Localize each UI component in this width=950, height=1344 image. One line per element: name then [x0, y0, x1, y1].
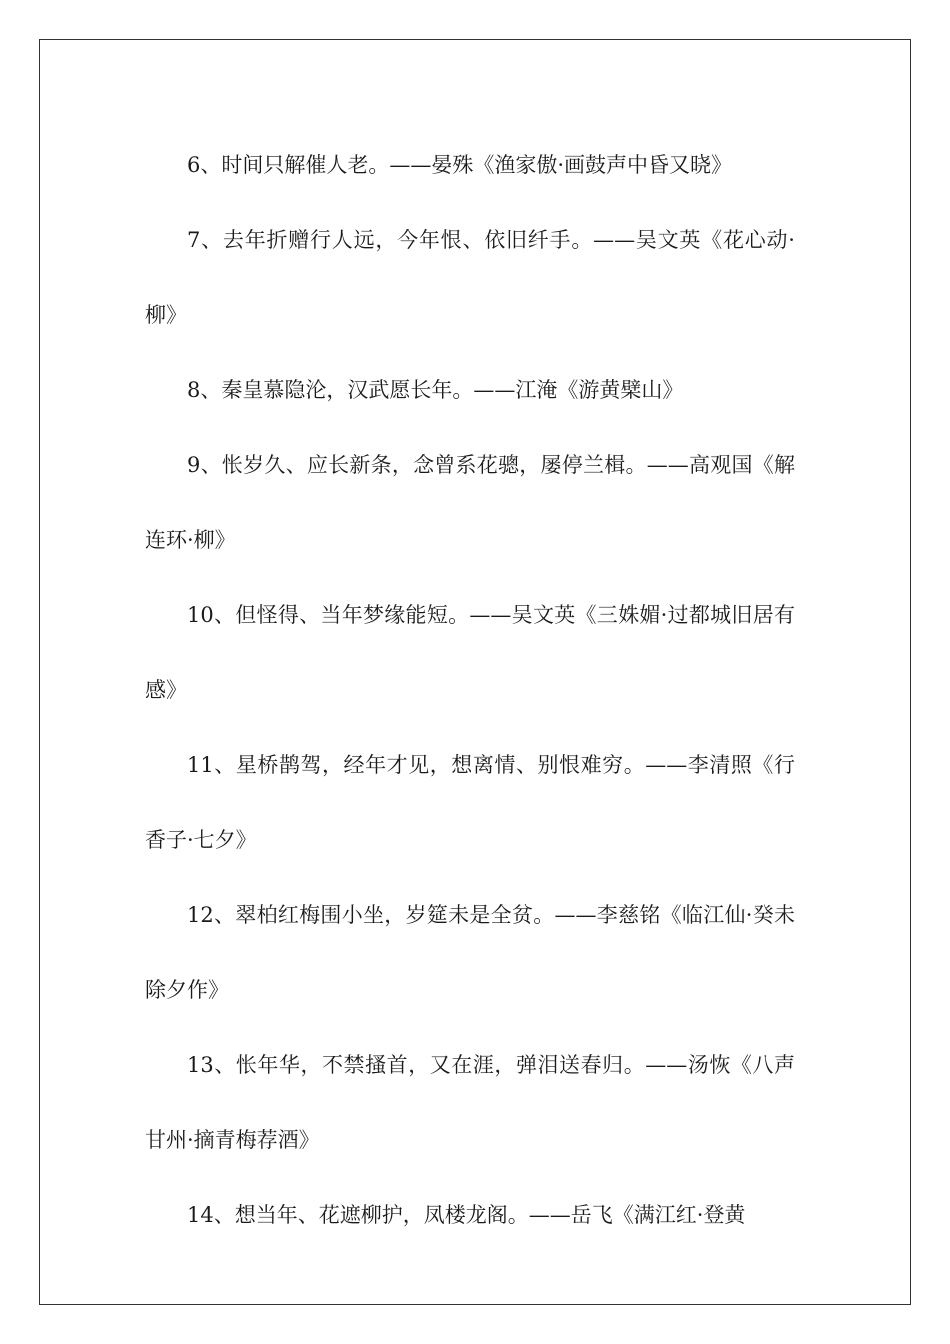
quote-entry-7: 7、去年折赠行人远，今年恨、依旧纤手。——吴文英《花心动·柳》	[145, 228, 795, 327]
quote-entry-6: 6、时间只解催人老。——晏殊《渔家傲·画鼓声中昏又晓》	[187, 153, 733, 177]
quote-entry-10: 10、但怪得、当年梦缘能短。——吴文英《三姝媚·过都城旧居有感》	[145, 603, 795, 702]
quote-entry-12: 12、翠柏红梅围小坐，岁筵未是全贫。——李慈铭《临江仙·癸未除夕作》	[145, 903, 795, 1002]
quote-entry-14: 14、想当年、花遮柳护，凤楼龙阁。——岳飞《满江红·登黄	[187, 1203, 746, 1227]
quote-entry-11: 11、星桥鹊驾，经年才见，想离情、别恨难穷。——李清照《行香子·七夕》	[145, 753, 795, 852]
quote-entry-9: 9、怅岁久、应长新条，念曾系花骢，屡停兰楫。——高观国《解连环·柳》	[145, 453, 795, 552]
document-body	[145, 128, 795, 1253]
quote-entry-13: 13、怅年华，不禁搔首，又在涯，弹泪送春归。——汤恢《八声甘州·摘青梅荐酒》	[145, 1053, 795, 1152]
quote-entry-8: 8、秦皇慕隐沦，汉武愿长年。——江淹《游黄檗山》	[187, 378, 684, 402]
